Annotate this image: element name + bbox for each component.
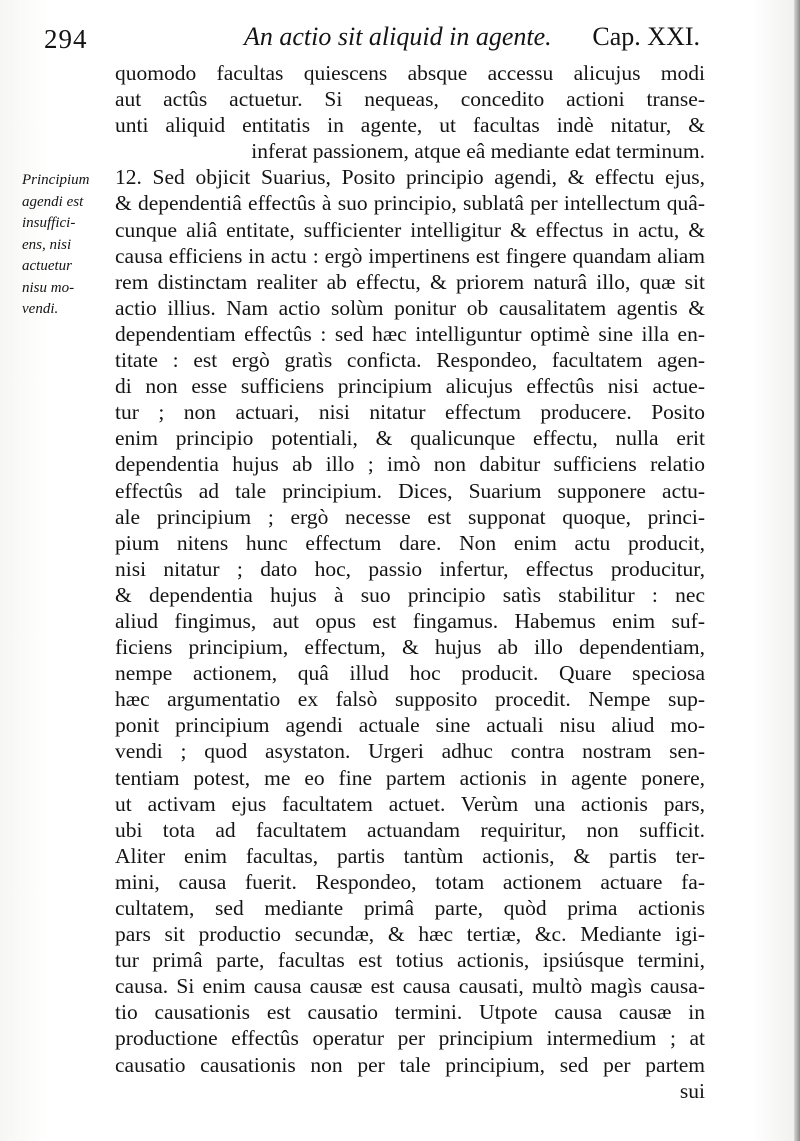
text-line: ponit principium agendi actuale sine actuali nisu aliud mo- [115, 713, 705, 738]
text-line: & dependentia hujus à suo principio satìs stabilitur : nec [115, 582, 705, 607]
text-line: ficiens principium, effectum, & hujus ab illo dependentiam, [115, 635, 705, 660]
text-line: causatio causationis non per tale principium, sed per partem [115, 1052, 705, 1077]
margin-note-line: vendi. [22, 301, 59, 317]
text-line: mini, causa fuerit. Respondeo, totam actionem actuare fa- [115, 869, 705, 894]
text-line: sui [679, 1078, 705, 1103]
text-line: nempe actionem, quâ illud hoc producit. Quare speciosa [115, 661, 705, 686]
text-line: tur ; non actuari, nisi nitatur effectum producere. Posito [115, 400, 705, 425]
margin-note [22, 170, 114, 321]
text-line: hæc argumentatio ex falsò supposito procedit. Nempe sup- [115, 687, 705, 712]
text-line: vendi ; quod asystaton. Urgeri adhuc contra nostram sen- [115, 739, 705, 764]
text-line: aliud fingimus, aut opus est fingamus. Habemus enim suf- [115, 608, 705, 633]
text-line: ubi tota ad facultatem actuandam requiritur, non sufficit. [115, 817, 705, 842]
main-text-block [115, 60, 705, 1104]
text-line: dependentia hujus ab illo ; imò non dabitur sufficiens relatio [115, 452, 705, 477]
margin-note-line: Principium [22, 172, 90, 188]
text-line: aut actûs actuetur. Si nequeas, concedito actioni transe- [115, 87, 705, 112]
text-line: causa efficiens in actu : ergò impertinens est fingere quandam aliam [115, 243, 705, 268]
margin-note-line: nisu mo- [22, 279, 75, 296]
text-line: di non esse sufficiens principium alicujus effectûs nisi actue- [115, 374, 705, 399]
page-header [40, 18, 700, 54]
text-line: actio illius. Nam actio solùm ponitur ob causalitatem agentis & [115, 295, 705, 320]
text-line: quomodo facultas quiescens absque accessu alicujus modi [115, 61, 705, 85]
text-line: productione effectûs operatur per principium intermedium ; at [115, 1026, 705, 1051]
text-line: cultatem, sed mediante primâ parte, quòd prima actionis [115, 896, 705, 920]
chapter-label: Cap. XXI. [592, 22, 700, 51]
text-line: pars sit productio secundæ, & hæc tertiæ, &c. Mediante igi- [115, 922, 705, 947]
margin-note-line: actuetur [22, 258, 72, 274]
page-number: 294 [44, 24, 88, 54]
running-title: An actio sit aliquid in agente. [244, 22, 552, 51]
text-line: unti aliquid entitatis in agente, ut facultas indè nitatur, & [115, 113, 705, 138]
text-line: tio causationis est causatio termini. Utpote causa causæ in [115, 1000, 705, 1025]
text-line: rem distinctam realiter ab effectu, & priorem naturâ illo, quæ sit [115, 269, 705, 294]
text-line: 12. Sed objicit Suarius, Posito principio agendi, & effectu ejus, [115, 165, 705, 190]
text-line: & dependentiâ effectûs à suo principio, sublatâ per intellectum quâ- [115, 191, 705, 216]
margin-note-line: insuffici- [22, 215, 76, 231]
text-line: ale principium ; ergò necesse est supponat quoque, princi- [115, 504, 705, 529]
text-line: effectûs ad tale principium. Dices, Suarium supponere actu- [115, 478, 705, 503]
text-line: tur primâ parte, facultas est totius actionis, ipsiúsque termini, [115, 948, 705, 973]
text-line: pium nitens hunc effectum dare. Non enim actu producit, [115, 530, 705, 555]
text-line: nisi nitatur ; dato hoc, passio infertur, effectus producitur, [115, 556, 705, 581]
text-line: dependentiam effectûs : sed hæc intelliguntur optimè sine illa en- [115, 321, 705, 346]
text-line: causa. Si enim causa causæ est causa causati, multò magìs causa- [115, 974, 705, 999]
text-line: titate : est ergò gratìs conficta. Respondeo, facultatem agen- [115, 348, 705, 373]
text-line: inferat passionem, atque eâ mediante edat terminum. [251, 139, 705, 164]
text-line: tentiam potest, me eo fine partem actionis in agente ponere, [115, 765, 705, 790]
page-edge-shadow [794, 0, 800, 1141]
text-line: ut activam ejus facultatem actuet. Verùm una actionis pars, [115, 791, 705, 816]
text-line: enim principio potentiali, & qualicunque effectu, nulla erit [115, 426, 705, 451]
text-line: Aliter enim facultas, partis tantùm actionis, & partis ter- [115, 843, 705, 868]
margin-note-line: agendi est [22, 193, 84, 210]
text-line: cunque aliâ entitate, sufficienter intelligitur & effectus in actu, & [115, 217, 705, 242]
margin-note-line: ens, nisi [22, 236, 72, 253]
